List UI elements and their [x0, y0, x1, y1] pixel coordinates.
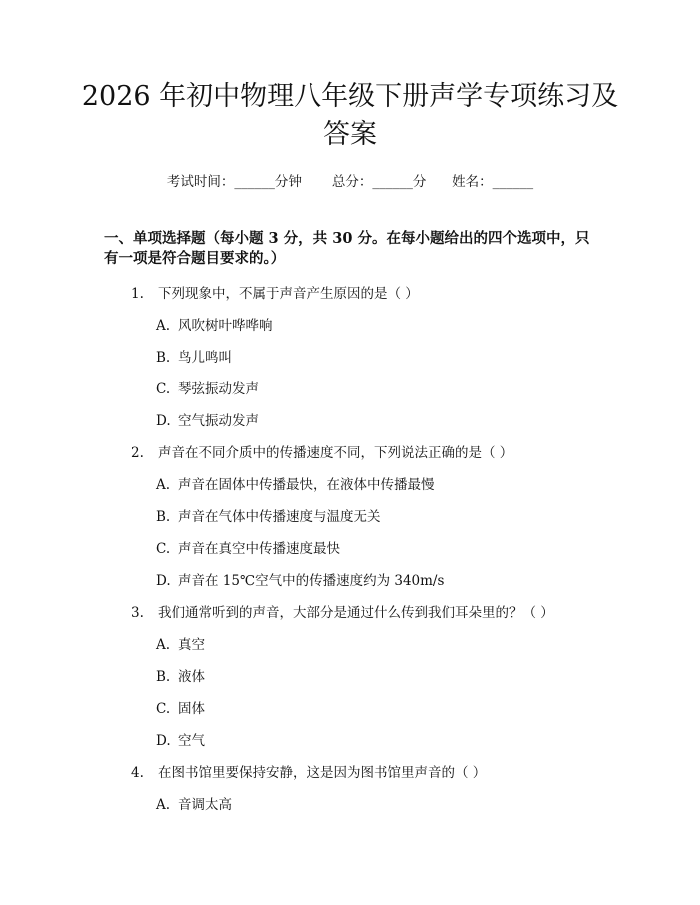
option-text: 空气 [178, 733, 205, 749]
option-letter: A. [156, 637, 171, 653]
question-text: 我们通常听到的声音，大部分是通过什么传到我们耳朵里的？（ ） [158, 605, 554, 621]
score-blank: ______ [372, 174, 413, 190]
option-text: 真空 [178, 637, 205, 653]
option-text: 液体 [178, 669, 205, 685]
option-text: 空气振动发声 [178, 413, 259, 429]
option-1b [156, 346, 232, 366]
option-text: 声音在气体中传播速度与温度无关 [178, 509, 381, 525]
option-3c [156, 697, 205, 717]
option-letter: B. [156, 350, 171, 366]
option-text: 声音在真空中传播速度最快 [178, 541, 340, 557]
option-text: 声音在固体中传播最快，在液体中传播最慢 [178, 477, 435, 493]
option-4a [156, 793, 232, 813]
page-title [60, 78, 640, 154]
option-1c [156, 377, 259, 397]
option-text: 声音在 15℃空气中的传播速度约为 340m/s [178, 573, 445, 589]
option-text: 固体 [178, 701, 205, 717]
score-unit: 分 [412, 174, 427, 190]
title-line-2: 答案 [323, 119, 377, 150]
option-letter: A. [156, 318, 171, 334]
option-text: 鸟儿鸣叫 [178, 350, 232, 366]
question-text: 下列现象中，不属于声音产生原因的是（ ） [158, 286, 419, 302]
option-3b [156, 665, 205, 685]
question-number: 3. [131, 605, 144, 621]
section-heading: 一、单项选择题（每小题 3 分，共 30 分。在每小题给出的四个选项中，只有一项是符合题目要求的。） [104, 230, 590, 267]
option-letter: D. [156, 573, 171, 589]
option-3a [156, 633, 205, 653]
question-number: 2. [131, 445, 144, 461]
option-letter: C. [156, 541, 171, 557]
option-2d [156, 569, 444, 589]
option-3d [156, 729, 205, 749]
question-4 [131, 761, 486, 781]
time-unit: 分钟 [274, 174, 302, 190]
option-letter: B. [156, 509, 171, 525]
name-blank: ______ [492, 174, 534, 190]
question-number: 4. [131, 765, 144, 781]
option-text: 琴弦振动发声 [178, 381, 259, 397]
question-3 [131, 601, 554, 621]
time-label: 考试时间： [166, 174, 235, 190]
score-label: 总分： [331, 174, 373, 190]
question-text: 在图书馆里要保持安静，这是因为图书馆里声音的（ ） [158, 765, 487, 781]
question-text: 声音在不同介质中的传播速度不同，下列说法正确的是（ ） [158, 445, 514, 461]
title-line-1: 2026 年初中物理八年级下册声学专项练习及 [81, 81, 619, 112]
option-letter: A. [156, 477, 171, 493]
option-1d [156, 409, 259, 429]
option-letter: D. [156, 733, 171, 749]
option-letter: B. [156, 669, 171, 685]
option-2a [156, 473, 435, 493]
option-text: 风吹树叶哗哗响 [178, 318, 273, 334]
name-label: 姓名： [452, 174, 493, 190]
option-text: 音调太高 [178, 797, 232, 813]
exam-info-line [0, 170, 700, 190]
option-1a [156, 314, 273, 334]
question-number: 1. [131, 286, 144, 302]
option-letter: C. [156, 381, 171, 397]
question-2 [131, 441, 513, 461]
question-1 [131, 282, 419, 302]
option-letter: A. [156, 797, 171, 813]
option-2c [156, 537, 340, 557]
option-letter: D. [156, 413, 171, 429]
option-letter: C. [156, 701, 171, 717]
option-2b [156, 505, 381, 525]
time-blank: ______ [234, 174, 275, 190]
